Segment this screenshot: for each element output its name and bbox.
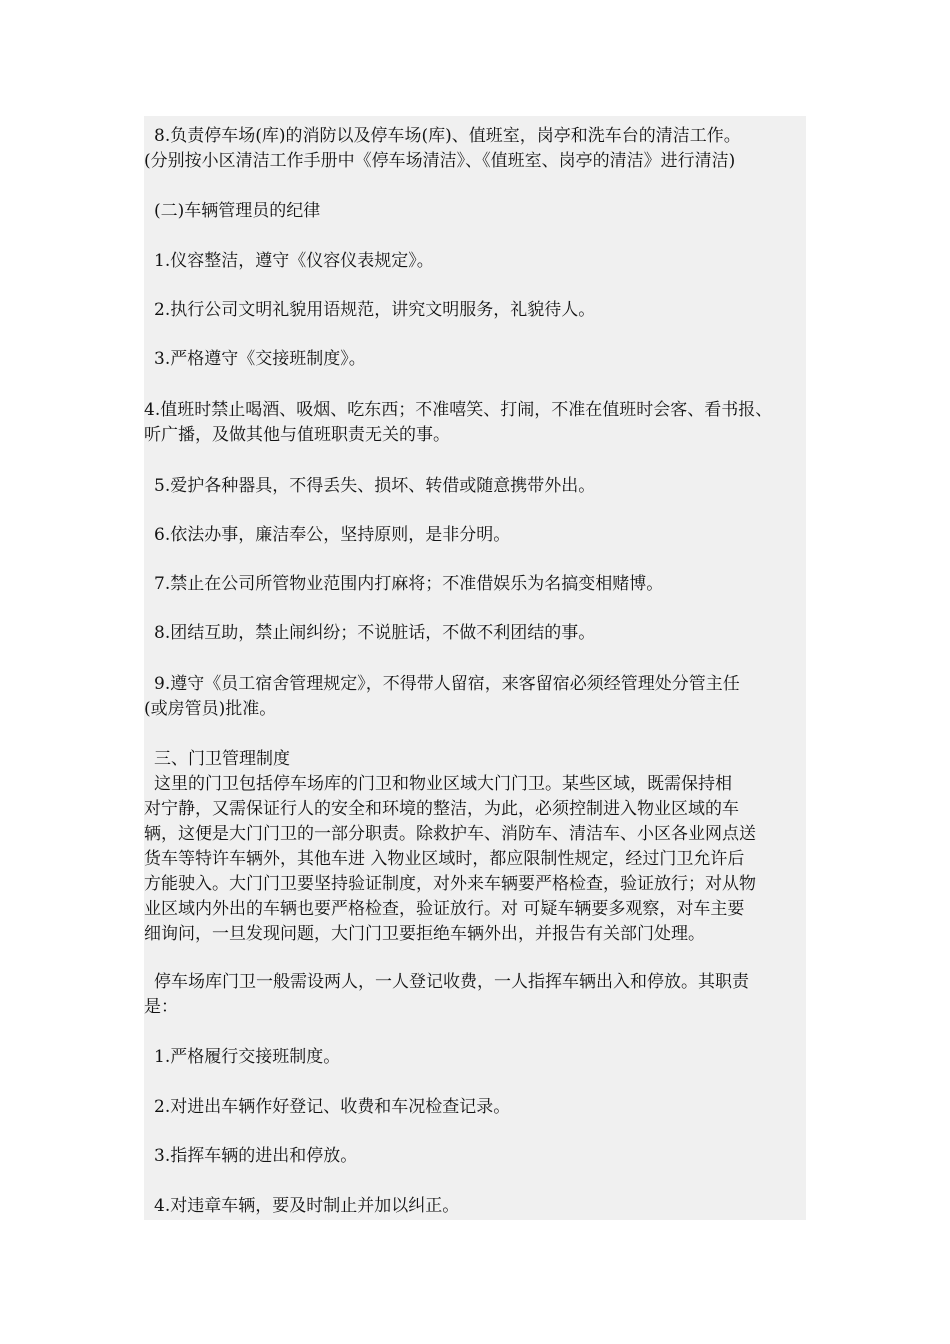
gate-duty-item-3	[144, 1144, 806, 1169]
text-line: 是：	[144, 997, 178, 1017]
gate-duty-item-4	[144, 1194, 806, 1219]
section-heading-discipline	[144, 199, 806, 224]
text-line: 辆，这便是大门门卫的一部分职责。除救护车、消防车、清洁车、小区各业网点送	[144, 824, 756, 844]
text-line: 5.爱护各种器具，不得丢失、损坏、转借或随意携带外出。	[154, 476, 596, 496]
discipline-item-3	[144, 347, 806, 372]
text-line: 4.对违章车辆，要及时制止并加以纠正。	[154, 1196, 460, 1216]
text-line: 2.对进出车辆作好登记、收费和车况检查记录。	[154, 1097, 511, 1117]
text-line: 6.依法办事，廉洁奉公，坚持原则，是非分明。	[154, 525, 511, 545]
discipline-item-2	[144, 298, 806, 323]
discipline-item-4	[144, 398, 806, 448]
text-line: 2.执行公司文明礼貌用语规范，讲究文明服务，礼貌待人。	[154, 300, 596, 320]
text-line: (或房管员)批准。	[144, 699, 277, 719]
text-line: (分别按小区清洁工作手册中《停车场清洁》、《值班室、岗亭的清洁》进行清洁)	[144, 151, 736, 171]
text-line: 9.遵守《员工宿舍管理规定》，不得带人留宿，来客留宿必须经管理处分管主任	[154, 674, 740, 694]
discipline-item-1	[144, 249, 806, 274]
text-line: 4.值班时禁止喝酒、吸烟、吃东西；不准嘻笑、打闹，不准在值班时会客、看书报、	[144, 400, 773, 420]
text-line: (二)车辆管理员的纪律	[154, 201, 321, 221]
paragraph-item-8-duties	[144, 124, 806, 174]
gate-duty-item-1	[144, 1045, 806, 1070]
text-line: 7.禁止在公司所管物业范围内打麻将；不准借娱乐为名搞变相赌博。	[154, 574, 664, 594]
discipline-item-6	[144, 523, 806, 548]
discipline-item-8	[144, 621, 806, 646]
parking-gate-duties	[144, 970, 806, 1020]
text-line: 细询问，一旦发现问题，大门门卫要拒绝车辆外出，并报告有关部门处理。	[144, 924, 705, 944]
text-line: 3.指挥车辆的进出和停放。	[154, 1146, 358, 1166]
text-line: 货车等特许车辆外，其他车进 入物业区域时，都应限制性规定，经过门卫允许后	[144, 849, 745, 869]
text-line: 8.负责停车场(库)的消防以及停车场(库)、值班室，岗亭和洗车台的清洁工作。	[154, 126, 741, 146]
text-line: 3.严格遵守《交接班制度》。	[154, 349, 366, 369]
gate-duty-item-2	[144, 1095, 806, 1120]
section-heading: 三、门卫管理制度	[154, 749, 290, 769]
discipline-item-9	[144, 672, 806, 722]
text-line: 停车场库门卫一般需设两人，一人登记收费，一人指挥车辆出入和停放。其职责	[154, 972, 749, 992]
text-line: 业区域内外出的车辆也要严格检查，验证放行。对 可疑车辆要多观察，对车主要	[144, 899, 745, 919]
discipline-item-7	[144, 572, 806, 597]
text-line: 对宁静，又需保证行人的安全和环境的整洁，为此，必须控制进入物业区域的车	[144, 799, 739, 819]
text-line: 1.严格履行交接班制度。	[154, 1047, 341, 1067]
text-line: 听广播，及做其他与值班职责无关的事。	[144, 425, 450, 445]
text-line: 1.仪容整洁，遵守《仪容仪表规定》。	[154, 251, 434, 271]
text-line: 这里的门卫包括停车场库的门卫和物业区域大门门卫。某些区域，既需保持相	[154, 774, 732, 794]
discipline-item-5	[144, 474, 806, 499]
text-line: 方能驶入。大门门卫要坚持验证制度，对外来车辆要严格检查，验证放行；对从物	[144, 874, 756, 894]
text-line: 8.团结互助，禁止闹纠纷；不说脏话，不做不利团结的事。	[154, 623, 596, 643]
section-gate-management	[144, 747, 806, 947]
